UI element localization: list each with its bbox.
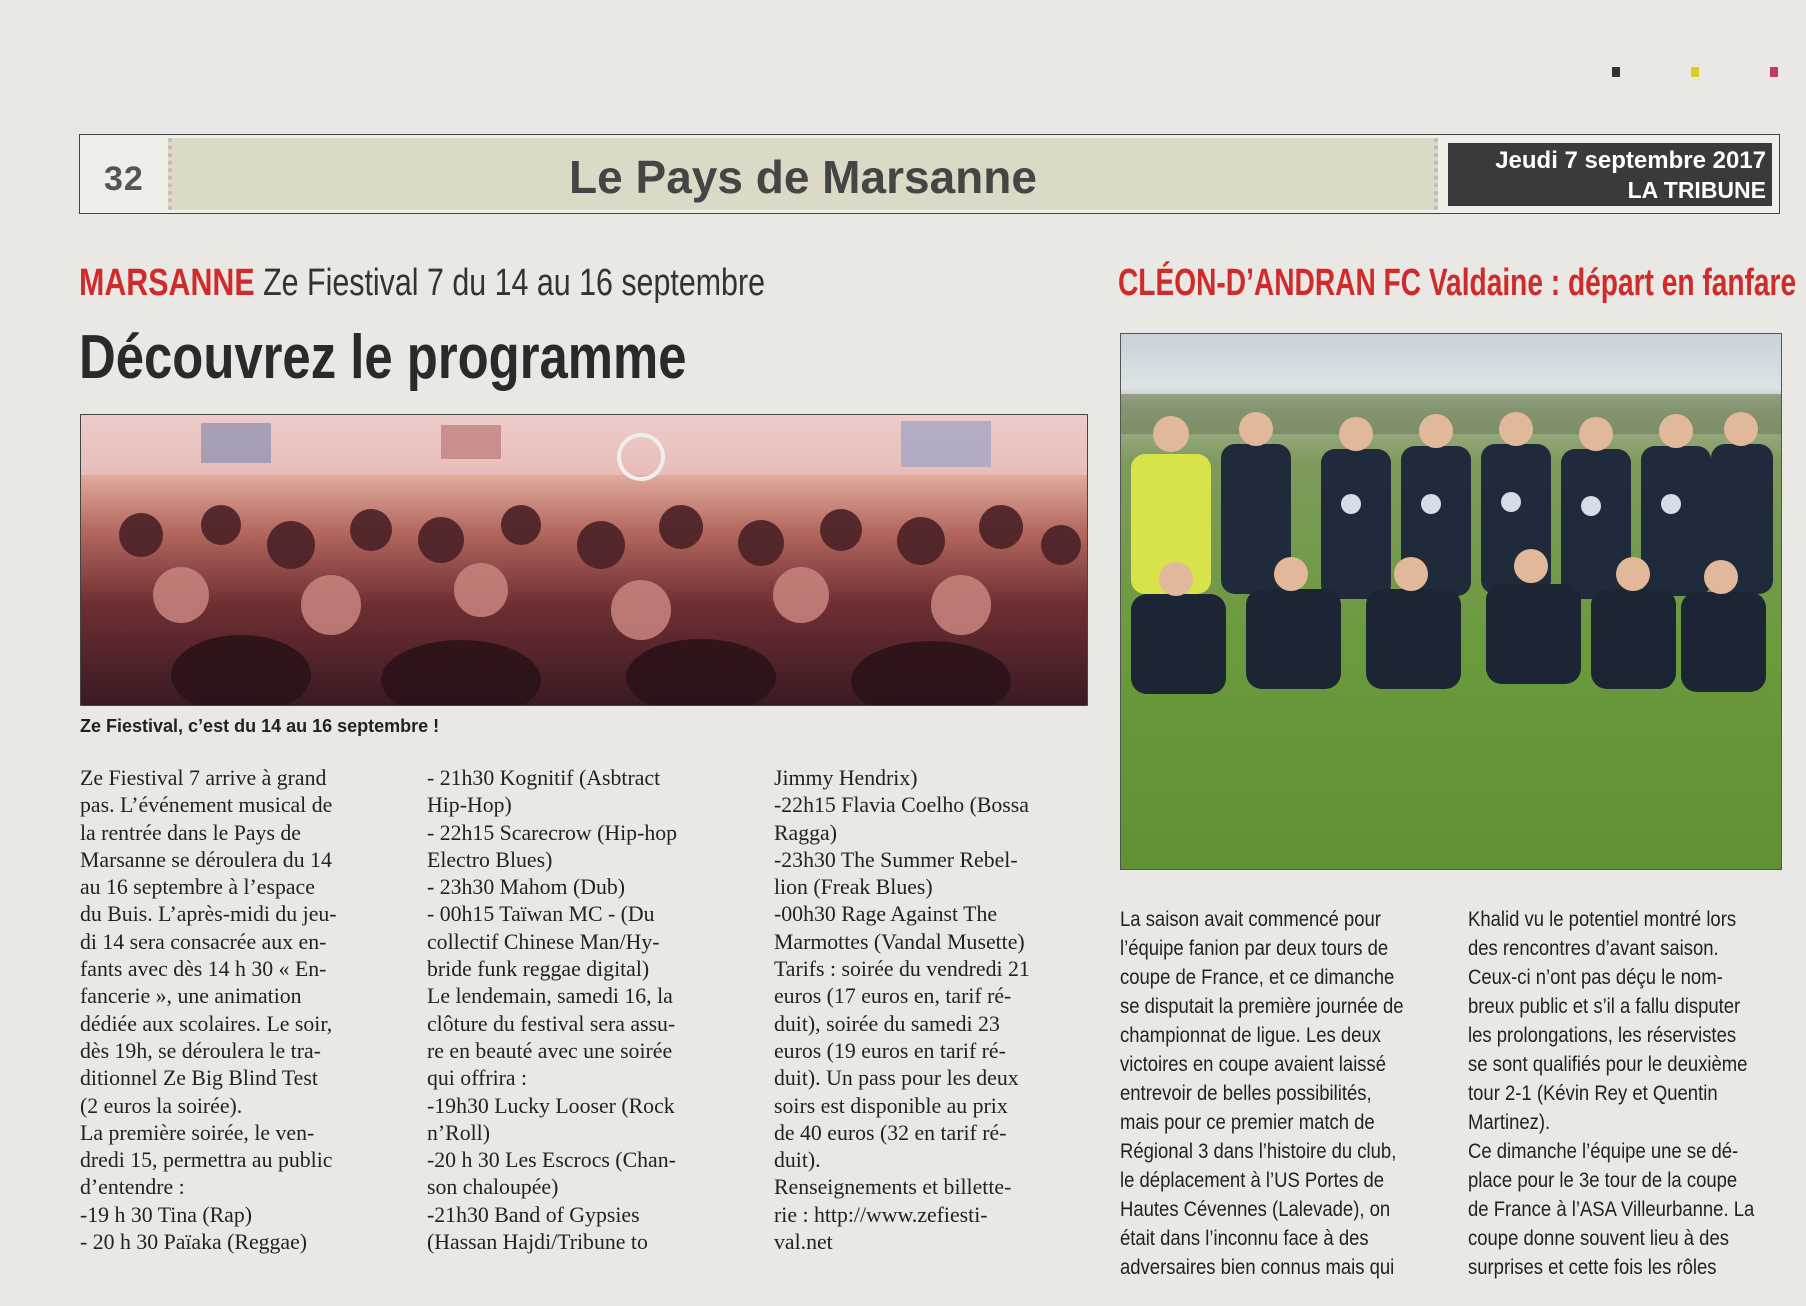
kicker-place: MARSANNE [79, 262, 255, 304]
festival-crowd-photo [80, 414, 1088, 706]
article-kicker-sport: CLÉON-D’ANDRAN FC Valdaine : départ en fanfare [1118, 262, 1797, 304]
team-photo [1120, 333, 1782, 870]
page-number: 32 [104, 160, 144, 198]
registration-mark [1691, 67, 1699, 77]
sport-article-column-2: Khalid vu le potentiel montré lors des rencontres d’avant saison. Ceux-ci n’ont pas déçu le nom- breux public et s’il a fallu disputer les prolongations, les réservistes se sont qualifiés pour le deuxième tour 2-1 (Kévin Rey et Quentin Martinez). Ce dimanche l’équipe une se dé- place pour le 3e tour de la coupe de France à l’ASA Villeurbanne. La coupe donne souvent lieu à des surprises et cette fois les rôles [1468, 908, 1755, 1279]
newspaper-name: LA TRIBUNE [1627, 177, 1766, 203]
team-illustration [1121, 334, 1782, 870]
article-kicker [79, 262, 765, 305]
article-column-2: - 21h30 Kognitif (Asbtract Hip-Hop) - 22h15 Scarecrow (Hip-hop Electro Blues) - 23h30 Mahom (Dub) - 00h15 Taïwan MC - (Du collectif Chinese Man/Hy- bride funk reggae digital) Le lendemain, samedi 16, la clôture du festival sera assu- re en beauté avec une soirée qui offrira : -19h30 Lucky Looser (Rock n’Roll) -20 h 30 Les Escrocs (Chan- son chaloupée) -21h30 Band of Gypsies (Hassan Hajdi/Tribune to [427, 765, 678, 1255]
article-column-3: Jimmy Hendrix) -22h15 Flavia Coelho (Bossa Ragga) -23h30 The Summer Rebel- lion (Freak Blues) -00h30 Rage Against The Marmottes (Vandal Musette) Tarifs : soirée du vendredi 21 euros (17 euros en, tarif ré- duit), soirée du samedi 23 euros (19 euros en tarif ré- duit). Un pass pour les deux soirs est disponible au prix de 40 euros (32 en tarif ré- duit). Renseignements et billette- rie : http://www.zefiesti- val.net [774, 765, 1030, 1255]
article-headline: Découvrez le programme [79, 323, 687, 392]
sport-article-column-1: La saison avait commencé pour l’équipe fanion par deux tours de coupe de France, et ce dimanche se disputait la première journée de championnat de ligue. Les deux victoires en coupe avaient laissé entrevoir de belles possibilités, mais pour ce premier match de Régional 3 dans l’histoire du club, le déplacement à l’US Portes de Hautes Cévennes (Lalevade), on était dans l’inconnu face à des adversaires bien connus mais qui [1120, 908, 1404, 1279]
article-column-1: Ze Fiestival 7 arrive à grand pas. L’événement musical de la rentrée dans le Pays de Marsanne se déroulera du 14 au 16 septembre à l’espace du Buis. L’après-midi du jeu- di 14 sera consacrée aux en- fants avec dès 14 h 30 « En- fancerie », une animation dédiée aux scolaires. Le soir, dès 19h, se déroulera le tra- ditionnel Ze Big Blind Test (2 euros la soirée). La première soirée, le ven- dredi 15, permettra au public d’entendre : -19 h 30 Tina (Rap) - 20 h 30 Païaka (Reggae) [80, 765, 337, 1255]
crowd-illustration [81, 415, 1088, 706]
registration-mark [1612, 67, 1620, 77]
issue-date: Jeudi 7 septembre 2017 [1495, 147, 1766, 174]
kicker-text: Ze Fiestival 7 du 14 au 16 septembre [263, 262, 765, 304]
section-title: Le Pays de Marsanne [569, 151, 1037, 203]
registration-mark [1770, 67, 1778, 77]
photo-caption: Ze Fiestival, c’est du 14 au 16 septembre ! [80, 716, 440, 736]
